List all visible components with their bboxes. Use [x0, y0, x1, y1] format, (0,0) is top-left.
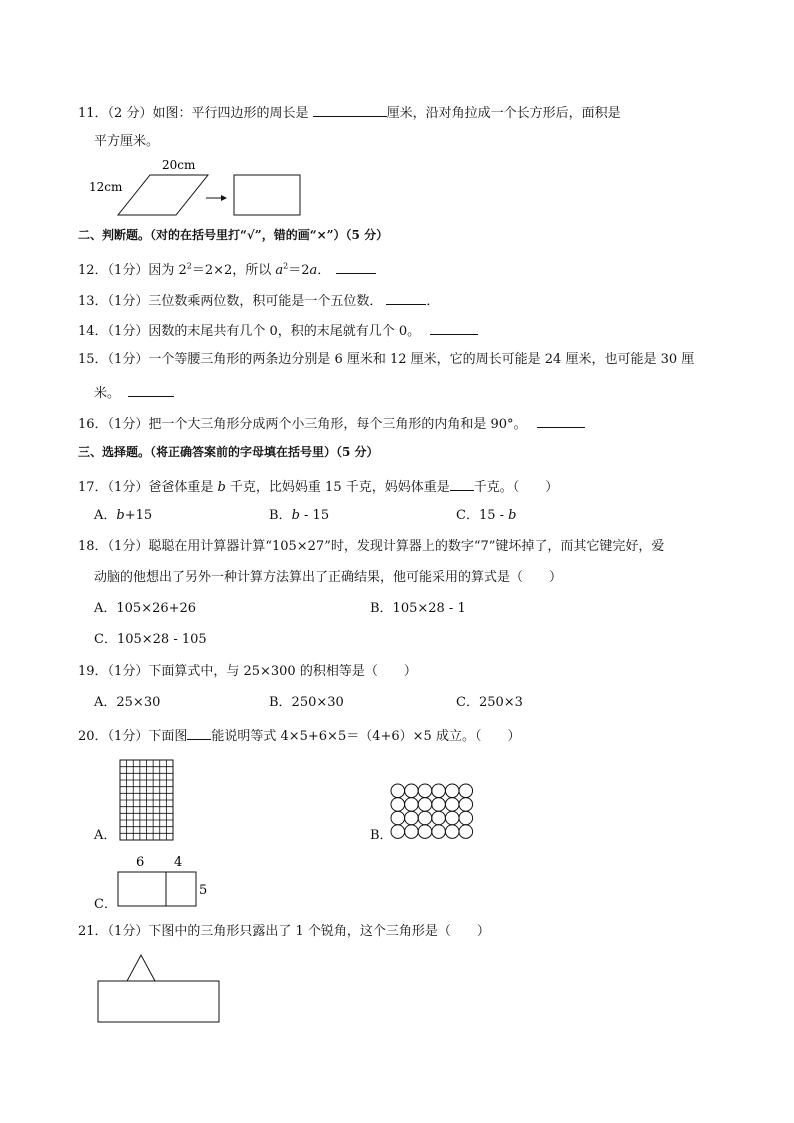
q12-prefix: 12．（1分）因为 2: [78, 263, 187, 278]
q17-option-b-label: B．: [269, 508, 292, 523]
circle-shape: [445, 784, 459, 798]
q20-prefix: 20．（1分）下面图: [78, 729, 188, 744]
q12-mid: ＝2×2，所以: [191, 263, 276, 278]
q17-option-c-label: C．: [456, 508, 479, 523]
q11-text-a: 11．（2 分）如图：平行四边形的周长是: [78, 106, 313, 121]
q19-option-c[interactable]: C．250×3: [456, 695, 523, 710]
q17-option-b[interactable]: [269, 509, 329, 522]
q20-label-6: 6: [136, 855, 145, 870]
q13-end: ．: [426, 294, 440, 309]
q13-answer-blank[interactable]: [386, 292, 426, 305]
q14: [78, 322, 478, 338]
q17-option-c[interactable]: [456, 509, 516, 522]
q20-option-a-label[interactable]: A．: [94, 828, 117, 843]
circle-shape: [432, 811, 446, 825]
q20-outer-rect: [118, 872, 196, 906]
q18-option-c[interactable]: C．105×28 - 105: [94, 632, 207, 647]
q21-triangle-shape: [127, 955, 155, 981]
q17-prefix: 17．（1分）爸爸体重是: [78, 480, 218, 495]
circle-shape: [418, 798, 432, 812]
q18-line1: 18．（1分）聪聪在用计算器计算“105×27”时，发现计算器上的数字“7”键坏掉了，而其它键完好，爱: [78, 539, 665, 554]
q17-option-a-label: A．: [94, 508, 117, 523]
q11-blank-1[interactable]: [313, 104, 387, 117]
circle-shape: [418, 811, 432, 825]
q12-mid2: ＝2: [288, 263, 310, 278]
circle-shape: [445, 811, 459, 825]
q18-line2: 动脑的他想出了另外一种计算方法算出了正确结果，他可能采用的算式是（ ）: [94, 570, 563, 585]
circle-shape: [418, 825, 432, 839]
circle-shape: [459, 825, 473, 839]
circle-shape: [459, 798, 473, 812]
arrow-head-icon: [221, 195, 227, 201]
q16-text: 16．（1分）把一个大三角形分成两个小三角形，每个三角形的内角和是 90°。: [78, 417, 527, 432]
q21: 21．（1分）下图中的三角形只露出了 1 个锐角，这个三角形是（ ）: [78, 924, 490, 939]
q20: [78, 727, 520, 743]
q14-text: 14．（1分）因数的末尾共有几个 0，积的末尾就有几个 0。: [78, 324, 421, 339]
q20-circles-figure: [390, 783, 476, 841]
circle-shape: [391, 811, 405, 825]
q12-answer-blank[interactable]: [336, 261, 376, 274]
q20-blank[interactable]: [187, 727, 211, 740]
circle-shape: [432, 784, 446, 798]
circle-shape: [432, 798, 446, 812]
q11-line1: [78, 104, 621, 120]
circle-shape: [432, 825, 446, 839]
q20-option-b-label[interactable]: B．: [370, 828, 393, 843]
q12-var2: a: [309, 263, 318, 278]
parallelogram-shape: [118, 175, 208, 215]
q18-option-a[interactable]: A．105×26+26: [94, 601, 197, 616]
q15-answer-blank[interactable]: [128, 384, 174, 397]
q17-option-c-rest: 15 -: [478, 508, 509, 523]
q11-text-c: 平方厘米。: [94, 134, 160, 149]
q20-grid-figure: [119, 759, 175, 841]
q13: [78, 292, 439, 308]
q11-figure: [88, 152, 312, 222]
q11-line2: [94, 135, 159, 148]
q17-option-a[interactable]: [94, 509, 152, 522]
q12: [78, 261, 376, 277]
q11-top-label: 20cm: [162, 158, 196, 172]
q15-line1: 15．（1分）一个等腰三角形的两条边分别是 6 厘米和 12 厘米，它的周长可能是 24 厘米，也可能是 30 厘: [78, 352, 695, 367]
q12-var: a: [275, 263, 284, 278]
q17: [78, 478, 558, 494]
q19-option-b[interactable]: B．250×30: [269, 695, 344, 710]
q20-label-5: 5: [199, 883, 208, 898]
q15-line2: [94, 384, 174, 400]
q17-end: 千克。（ ）: [473, 480, 559, 495]
q21-figure: [96, 950, 222, 1026]
q14-answer-blank[interactable]: [430, 322, 478, 335]
circle-shape: [418, 784, 432, 798]
q18-option-b[interactable]: B．105×28 - 1: [370, 601, 466, 616]
q11-left-label: 12cm: [89, 180, 123, 194]
circle-shape: [445, 798, 459, 812]
circle-shape: [405, 784, 419, 798]
q20-end: 能说明等式 4×5+6×5＝（4+6）×5 成立。（ ）: [211, 729, 521, 744]
q21-rectangle-shape: [98, 981, 219, 1022]
circle-shape: [405, 825, 419, 839]
circle-shape: [391, 825, 405, 839]
q12-sup2: 2: [283, 261, 289, 271]
q11-text-b: 厘米，沿对角拉成一个长方形后，面积是: [386, 106, 621, 121]
circle-shape: [405, 798, 419, 812]
circle-shape: [459, 811, 473, 825]
section-2-title: 二、判断题。（对的在括号里打“√”，错的画“×”）（5 分）: [78, 228, 389, 242]
q17-blank[interactable]: [450, 478, 474, 491]
circle-shape: [391, 798, 405, 812]
q20-option-c-label[interactable]: C．: [94, 897, 117, 912]
q20-rectangle-figure: [114, 854, 210, 912]
q13-text: 13．（1分）三位数乘两位数，积可能是一个五位数．: [78, 294, 383, 309]
q17-mid: 千克，比妈妈重 15 千克，妈妈体重是: [225, 480, 450, 495]
q17-option-c-var: b: [508, 508, 517, 523]
section-3-title: 三、选择题。（将正确答案前的字母填在括号里）（5 分）: [78, 445, 379, 459]
q17-option-b-rest: - 15: [299, 508, 330, 523]
rectangle-shape: [234, 175, 300, 215]
q12-end: ．: [317, 263, 331, 278]
q17-option-b-var: b: [291, 508, 300, 523]
q15-text: 米。: [94, 386, 121, 401]
q12-sup: 2: [186, 261, 192, 271]
circle-shape: [459, 784, 473, 798]
q16-answer-blank[interactable]: [537, 415, 585, 428]
q16: [78, 415, 585, 431]
q17-var: b: [217, 480, 226, 495]
q19: 19．（1分）下面算式中，与 25×300 的积相等是（ ）: [78, 664, 417, 679]
q17-option-a-var: b: [116, 508, 125, 523]
circle-shape: [391, 784, 405, 798]
circle-shape: [445, 825, 459, 839]
circle-shape: [405, 811, 419, 825]
q19-option-a[interactable]: A．25×30: [94, 695, 161, 710]
q20-label-4: 4: [174, 855, 183, 870]
q17-option-a-rest: +15: [124, 508, 153, 523]
